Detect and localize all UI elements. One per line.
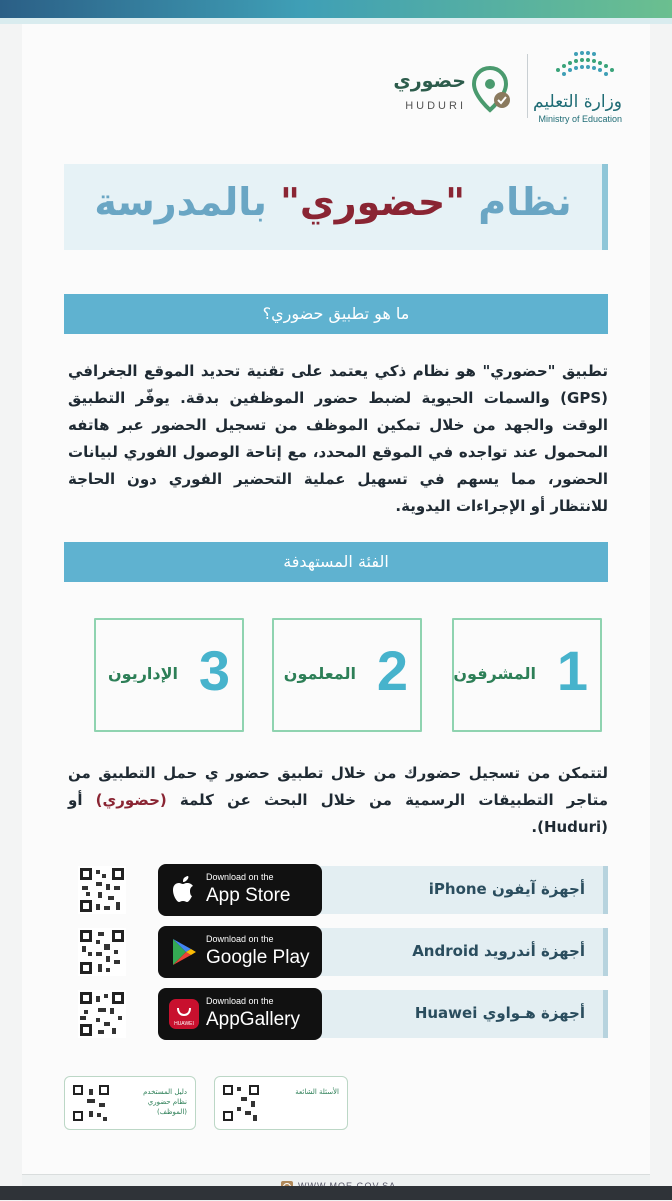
user-guide-label [115,1087,187,1117]
section-heading-what-is: ما هو تطبيق حضوري؟ [64,294,608,334]
store-name: App Store [206,885,291,906]
store-row-iphone [64,866,608,914]
group-card-supervisors [452,618,602,732]
store-name: Google Play [206,947,310,968]
google-play-icon [168,936,200,968]
title-prefix: نظام [478,180,572,224]
faq-label: الأسئلة الشائعة [295,1088,339,1096]
moe-dots-icon [552,48,622,78]
download-keyword: (حضوري) [95,791,167,809]
platform-label: أجهزة هـواوي Huawei [414,1004,585,1022]
huduri-name-ar: حضوري [393,70,466,92]
description-paragraph: تطبيق "حضوري" هو نظام ذكي يعتمد على تقنية تحديد الموقع الجغرافي (GPS) والسمات الحيوية لضبط حضور الموظفين بدقة. يوفّر التطبيق الوقت والجهد من خلال تمكين الموظف من تسجيل الحضور عبر هاتفه المحمول عند تواجده في الموقع المحدد، مع إتاحة الوصول الفوري لبيانات الحضور، مما يسهم في تسهيل عملية التحضير الفوري دون الحاجة للانتظار أو الإجراءات اليدوية. [68,362,608,515]
user-guide-line1: دليل المستخدم [143,1088,187,1096]
group-label: المشرفون [453,664,536,683]
title-box [64,164,608,250]
store-row-android [64,928,608,976]
platform-label: أجهزة آيفون iPhone [428,880,585,898]
svg-text:HUAWEI: HUAWEI [174,1021,194,1027]
store-name: AppGallery [206,1009,300,1030]
target-groups [80,618,600,738]
apple-icon [168,874,200,906]
group-card-administrators [94,618,244,732]
group-number: 3 [198,639,230,702]
store-top-label: Download on the [206,872,274,882]
google-play-badge[interactable] [158,926,322,978]
group-number: 2 [376,639,408,702]
moe-name-en: Ministry of Education [538,114,622,124]
qr-code-icon [221,1083,261,1123]
user-guide-line3: (الموظف) [156,1108,187,1116]
huawei-icon [168,998,200,1030]
user-guide-card[interactable] [64,1076,196,1130]
moe-logo [502,48,622,124]
user-guide-line2: نظام حضوري [147,1098,187,1106]
store-top-label: Download on the [206,934,274,944]
app-store-badge[interactable] [158,864,322,916]
qr-code-icon [78,990,126,1038]
group-card-teachers [272,618,422,732]
download-instructions [68,760,608,841]
download-text-part1: لتتمكن من تسجيل حضورك من خلال تطبيق حضور ي حمل التطبيق من متاجر التطبيقات الرسمية من خلال البحث عن كلمة [68,764,608,809]
appgallery-badge[interactable] [158,988,322,1040]
huduri-name-en: HUDURI [405,100,466,112]
store-top-label: Download on the [206,996,274,1006]
title-highlight: "حضوري" [280,180,466,224]
download-text-part2: أو (Huduri). [68,791,608,836]
group-number: 1 [556,639,588,702]
moe-name-ar: وزارة التعليم [533,92,622,112]
group-label: الإداريون [108,664,178,683]
top-gradient-bar [0,0,672,18]
header [22,24,650,144]
store-row-huawei [64,990,608,1038]
faq-card[interactable] [214,1076,348,1130]
title-suffix: بالمدرسة [94,180,267,224]
qr-code-icon [78,928,126,976]
qr-code-icon [78,866,126,914]
huduri-logo [362,62,512,122]
page-title [64,180,602,224]
platform-label: أجهزة أندرويد Android [412,942,585,960]
poster [22,24,650,1200]
qr-code-icon [71,1083,111,1123]
location-pin-icon [472,66,512,114]
bottom-band [0,1186,672,1200]
group-label: المعلمون [283,664,356,683]
header-divider [527,54,528,118]
section-heading-target: الفئة المستهدفة [64,542,608,582]
